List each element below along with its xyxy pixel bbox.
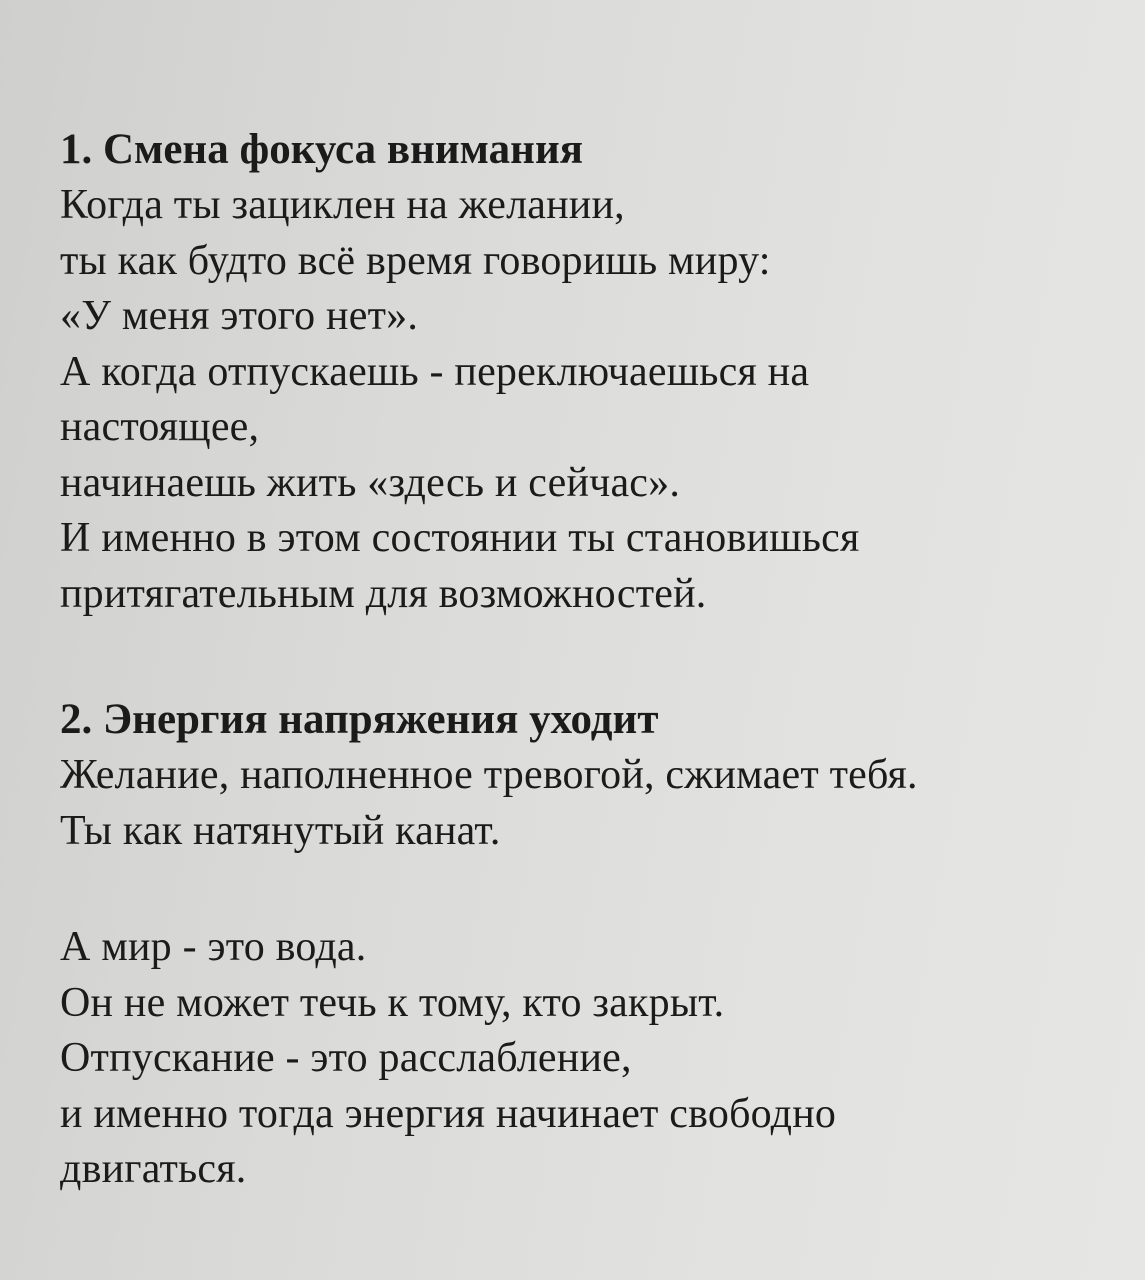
text-line: Когда ты зациклен на желании, [60,182,625,228]
text-line: притягательным для возможностей. [60,570,707,617]
text-line: Желание, наполненное тревогой, сжимает тебя. [60,752,918,798]
text-line: Отпускание - это расслабление, [60,1035,632,1081]
text-line: А мир - это вода. [60,924,367,970]
section-heading: 1. Смена фокуса внимания [60,126,583,173]
text-line: двигаться. [60,1146,247,1192]
text-line: «У меня этого нет». [60,293,419,339]
text-line: И именно в этом состоянии ты становишься [60,515,860,561]
section-heading: 2. Энергия напряжения уходит [60,696,659,743]
text-line: и именно тогда энергия начинает свободно [60,1090,837,1137]
section-tension-energy [60,692,1120,859]
text-line: начинаешь жить «здесь и сейчас». [60,459,681,506]
text-line: настоящее, [60,404,260,450]
text-line: Ты как натянутый канат. [60,807,501,854]
section-tension-continuation [60,920,1120,1198]
text-line: А когда отпускаешь - переключаешься на [60,348,810,395]
text-line: Он не может течь к тому, кто закрыт. [60,979,725,1026]
text-line: ты как будто всё время говоришь миру: [60,237,771,284]
section-focus-shift [60,122,1120,622]
